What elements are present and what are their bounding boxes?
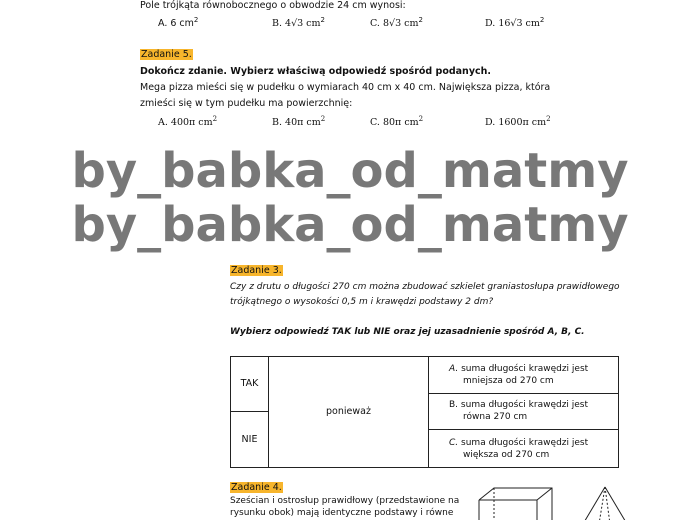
yes-cell[interactable]: TAK	[231, 357, 268, 412]
task-5-option-a[interactable]: A. 400π $cm^2$	[158, 114, 218, 128]
reason-c[interactable]: C. suma długości krawędzi jest większa od 270 cm	[429, 430, 619, 468]
task-5-text-line2: zmieści się w tym pudełku ma powierzchnię:	[140, 98, 353, 109]
reason-b[interactable]: B. suma długości krawędzi jest równa 270 cm	[429, 393, 619, 430]
option-d[interactable]: D. 16√3 $cm^2$	[485, 15, 545, 29]
option-c[interactable]: C. 8√3 $cm^2$	[370, 15, 423, 29]
option-b[interactable]: B. 4√3 $cm^2$	[272, 15, 325, 29]
task-4-text-line2: rysunku obok) mają identyczne podstawy i równe	[230, 508, 454, 518]
answer-table	[230, 356, 619, 468]
task-4-text-line1: Sześcian i ostrosłup prawidłowy (przedstawione na	[230, 496, 460, 506]
watermark-top: by_babka_od_matmy	[71, 143, 629, 199]
no-cell[interactable]: NIE	[241, 433, 258, 445]
reason-a[interactable]: A. suma długości krawędzi jest mniejsza od 270 cm	[429, 357, 619, 394]
task-3-text-line1: Czy z drutu o długości 270 cm można zbudować szkielet graniastosłupa prawidłowego	[230, 282, 620, 292]
task-5-label: Zadanie 5.	[141, 49, 192, 60]
yes-no-column	[231, 357, 269, 468]
task-5-text-line1: Mega pizza mieści się w pudełku o wymiarach 40 cm x 40 cm. Największa pizza, która	[140, 82, 551, 93]
task-5-option-b[interactable]: B. 40π $cm^2$	[272, 114, 326, 128]
pyramid-drawing	[583, 487, 627, 520]
cube-drawing	[479, 488, 552, 520]
cube-and-pyramid-figure	[470, 484, 630, 520]
because-cell: ponieważ	[269, 357, 429, 468]
task-3-instruction: Wybierz odpowiedź TAK lub NIE oraz jej uzasadnienie spośród A, B, C.	[230, 327, 585, 337]
task-5-option-d[interactable]: D. 1600π $cm^2$	[485, 114, 551, 128]
task-3-label: Zadanie 3.	[231, 265, 282, 276]
task-5-instruction: Dokończ zdanie. Wybierz właściwą odpowiedź spośród podanych.	[140, 66, 492, 77]
task-4-label: Zadanie 4.	[231, 482, 282, 493]
option-a[interactable]: A. 6 $cm^2$	[158, 15, 199, 29]
question-text: Pole trójkąta równobocznego o obwodzie 24 cm wynosi:	[140, 0, 406, 11]
task-3-text-line2: trójkątnego o wysokości 0,5 m i krawędzi podstawy 2 dm?	[230, 297, 494, 307]
task-5-option-c[interactable]: C. 80π $cm^2$	[370, 114, 424, 128]
watermark-bottom: by_babka_od_matmy	[71, 197, 629, 253]
